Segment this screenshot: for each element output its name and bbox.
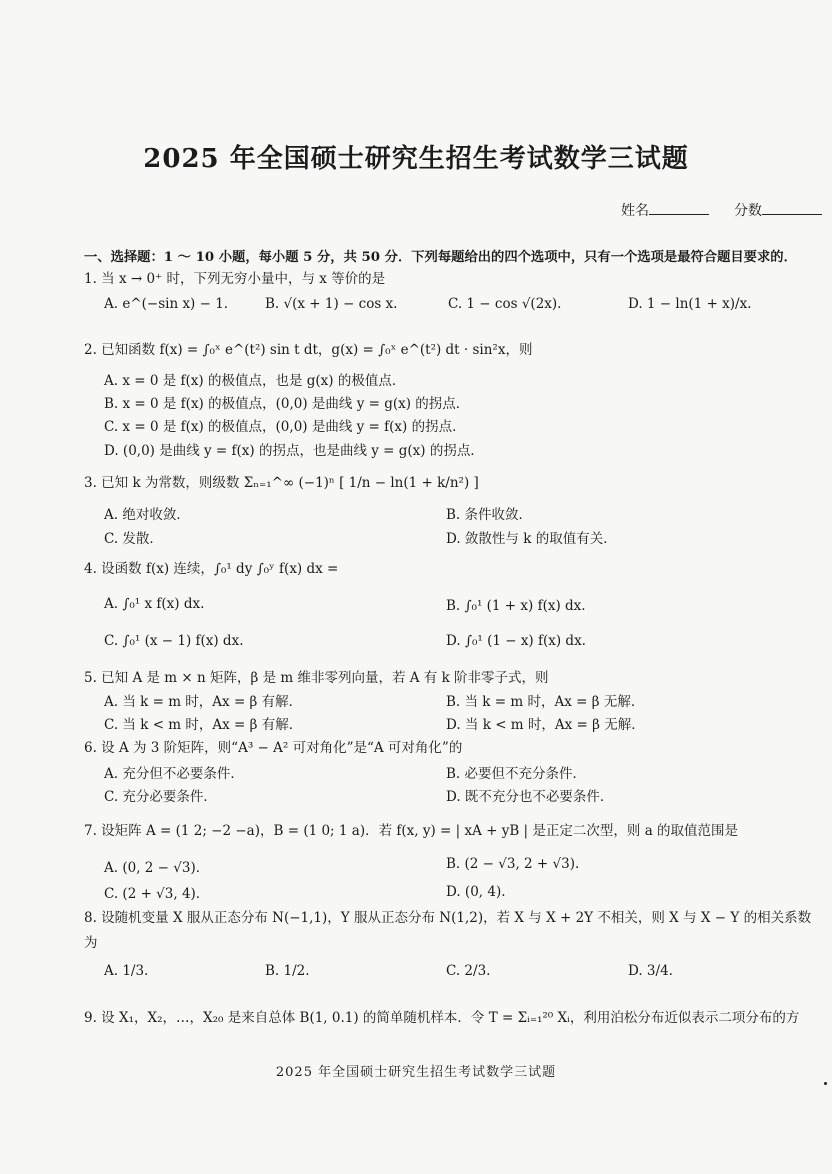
option: C. 充分必要条件． xyxy=(104,789,217,805)
scan-dot xyxy=(824,1082,827,1085)
option: B. ∫₀¹ (1 + x) f(x) dx. xyxy=(446,598,586,614)
question-stem: 9. 设 X₁，X₂，…，X₂₀ 是来自总体 B(1, 0.1) 的简单随机样本．令 T = Σᵢ₌₁²⁰ Xᵢ，利用泊松分布近似表示二项分布的方 xyxy=(84,1010,800,1026)
option: C. ∫₀¹ (x − 1) f(x) dx. xyxy=(104,633,244,649)
option: A. ∫₀¹ x f(x) dx. xyxy=(104,596,205,612)
question-stem: 1. 当 x → 0⁺ 时，下列无穷小量中，与 x 等价的是 xyxy=(84,271,386,287)
option: B. x = 0 是 f(x) 的极值点，(0,0) 是曲线 y = g(x) 的拐点． xyxy=(104,396,470,412)
option: A. x = 0 是 f(x) 的极值点，也是 g(x) 的极值点． xyxy=(104,373,406,389)
option: A. (0, 2 − √3)． xyxy=(104,860,210,876)
option: D. ∫₀¹ (1 − x) f(x) dx. xyxy=(446,633,586,649)
option: D. 1 − ln(1 + x)/x. xyxy=(628,296,752,312)
option: D. (0,0) 是曲线 y = f(x) 的拐点，也是曲线 y = g(x) 的拐点． xyxy=(104,443,484,459)
question-stem: 7. 设矩阵 A = (1 2; −2 −a)，B = (1 0; 1 a)．若 f(x, y) = | xA + yB | 是正定二次型，则 a 的取值范围是 xyxy=(84,823,739,839)
option: D. 当 k < m 时，Ax = β 无解． xyxy=(446,717,645,733)
option: C. 发散． xyxy=(104,531,163,547)
page-footer: 2025 年全国硕士研究生招生考试数学三试题 xyxy=(275,1065,557,1080)
option: B. √(x + 1) − cos x. xyxy=(265,296,398,312)
option: D. 敛散性与 k 的取值有关． xyxy=(446,531,617,547)
option: C. 2/3. xyxy=(446,963,491,979)
option: D. 3/4. xyxy=(628,963,673,979)
question-stem: 2. 已知函数 f(x) = ∫₀ˣ e^(t²) sin t dt，g(x) = ∫₀ˣ e^(t²) dt · sin²x，则 xyxy=(84,342,533,358)
option: B. 1/2. xyxy=(265,963,310,979)
question-stem: 8. 设随机变量 X 服从正态分布 N(−1,1)，Y 服从正态分布 N(1,2)，若 X 与 X + 2Y 不相关，则 X 与 X − Y 的相关系数为 xyxy=(84,910,812,951)
option: A. 充分但不必要条件． xyxy=(104,766,244,782)
name-field: 姓名 xyxy=(621,200,709,220)
option: A. 绝对收敛． xyxy=(104,507,190,523)
option: B. (2 − √3, 2 + √3). xyxy=(446,856,580,872)
option: C. (2 + √3, 4)． xyxy=(104,886,210,902)
option: D. (0, 4). xyxy=(446,884,506,900)
option: C. 1 − cos √(2x). xyxy=(448,296,562,312)
question-stem: 3. 已知 k 为常数，则级数 Σₙ₌₁^∞ (−1)ⁿ [ 1/n − ln(1 + k/n²) ] xyxy=(84,475,479,491)
option: C. x = 0 是 f(x) 的极值点，(0,0) 是曲线 y = f(x) 的拐点． xyxy=(104,419,466,435)
option: B. 当 k = m 时，Ax = β 无解． xyxy=(446,694,645,710)
question-stem: 5. 已知 A 是 m × n 矩阵，β 是 m 维非零列向量，若 A 有 k 阶非零子式，则 xyxy=(84,670,549,686)
option: A. 当 k = m 时，Ax = β 有解． xyxy=(104,694,303,710)
exam-title: 2025 年全国硕士研究生招生考试数学三试题 xyxy=(143,144,689,174)
option: D. 既不充分也不必要条件． xyxy=(446,789,614,805)
section-header: 一、选择题：1 ～ 10 小题，每小题 5 分，共 50 分．下列每题给出的四个选项中，只有一个选项是最符合题目要求的． xyxy=(84,250,797,265)
option: B. 条件收敛． xyxy=(446,507,533,523)
question-stem: 6. 设 A 为 3 阶矩阵，则“A³ − A² 可对角化”是“A 可对角化”的 xyxy=(84,740,463,756)
question-stem: 4. 设函数 f(x) 连续，∫₀¹ dy ∫₀ʸ f(x) dx = xyxy=(84,561,339,577)
option: C. 当 k < m 时，Ax = β 有解． xyxy=(104,717,303,733)
option: B. 必要但不充分条件． xyxy=(446,766,587,782)
option: A. e^(−sin x) − 1. xyxy=(104,296,229,312)
option: A. 1/3. xyxy=(104,963,149,979)
score-field: 分数 xyxy=(734,200,822,220)
